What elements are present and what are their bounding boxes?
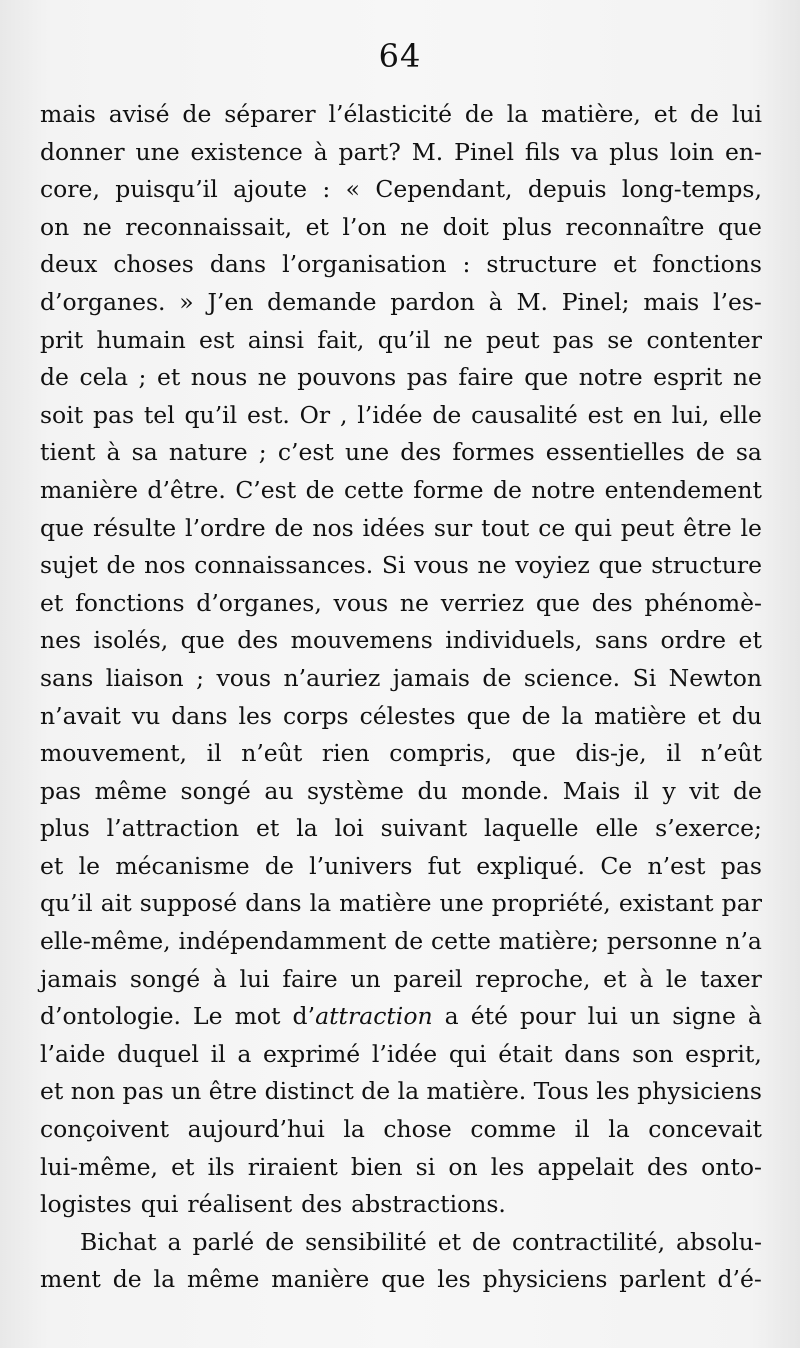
text-line: n’avait vu dans les corps célestes que de la matière et du — [40, 701, 762, 730]
text-line: lui-même, et ils riraient bien si on les appelait des onto- — [40, 1152, 762, 1181]
text-line: prit humain est ainsi fait, qu’il ne peut pas se contenter — [40, 325, 762, 354]
text-line: elle-même, indépendamment de cette matière; personne n’a — [40, 927, 762, 956]
text-line: de cela ; et nous ne pouvons pas faire que notre esprit ne — [40, 363, 762, 392]
text-line: soit pas tel qu’il est. Or , l’idée de causalité est en lui, elle — [40, 400, 762, 429]
text-line: conçoivent aujourd’hui la chose comme il la concevait — [40, 1115, 762, 1144]
text-line: d’ontologie. Le mot d’attraction a été pour lui un signe à — [40, 1002, 762, 1031]
text-line: mais avisé de séparer l’élasticité de la matière, et de lui — [40, 100, 762, 128]
page-number: 64 — [378, 37, 422, 75]
text-line: on ne reconnaissait, et l’on ne doit plus reconnaître que — [40, 212, 762, 241]
text-line: manière d’être. C’est de cette forme de notre entendement — [40, 475, 762, 504]
text-line: ment de la même manière que les physiciens parlent d’é- — [40, 1265, 762, 1294]
text-line: que résulte l’ordre de nos idées sur tout ce qui peut être le — [40, 513, 762, 542]
body-text — [40, 96, 762, 1299]
text-line: core, puisqu’il ajoute : « Cependant, depuis long-temps, — [40, 175, 762, 204]
text-line: deux choses dans l’organisation : structure et fonctions — [40, 250, 762, 279]
text-line: tient à sa nature ; c’est une des formes essentielles de sa — [40, 438, 762, 467]
text-line: et le mécanisme de l’univers fut expliqué. Ce n’est pas — [40, 851, 762, 880]
text-line: plus l’attraction et la loi suivant laquelle elle s’exerce; — [40, 814, 762, 843]
text-line: Bichat a parlé de sensibilité et de contractilité, absolu- — [80, 1227, 762, 1256]
text-line: nes isolés, que des mouvemens individuels, sans ordre et — [40, 626, 762, 655]
text-line: mouvement, il n’eût rien compris, que dis-je, il n’eût — [40, 739, 762, 768]
text-line: jamais songé à lui faire un pareil reproche, et à le taxer — [40, 964, 762, 993]
text-line: l’aide duquel il a exprimé l’idée qui était dans son esprit, — [40, 1039, 762, 1068]
text-line: sans liaison ; vous n’auriez jamais de science. Si Newton — [40, 663, 762, 692]
text-line: qu’il ait supposé dans la matière une propriété, existant par — [40, 889, 762, 918]
text-line: d’organes. » J’en demande pardon à M. Pinel; mais l’es- — [40, 287, 762, 316]
text-line: donner une existence à part? M. Pinel fils va plus loin en- — [40, 137, 762, 166]
text-line: pas même songé au système du monde. Mais il y vit de — [40, 776, 762, 805]
text-line: logistes qui réalisent des abstractions. — [40, 1190, 506, 1219]
text-line: sujet de nos connaissances. Si vous ne voyiez que structure — [40, 551, 762, 580]
text-line: et non pas un être distinct de la matière. Tous les physiciens — [40, 1077, 762, 1106]
text-line: et fonctions d’organes, vous ne verriez que des phénomè- — [40, 588, 762, 617]
